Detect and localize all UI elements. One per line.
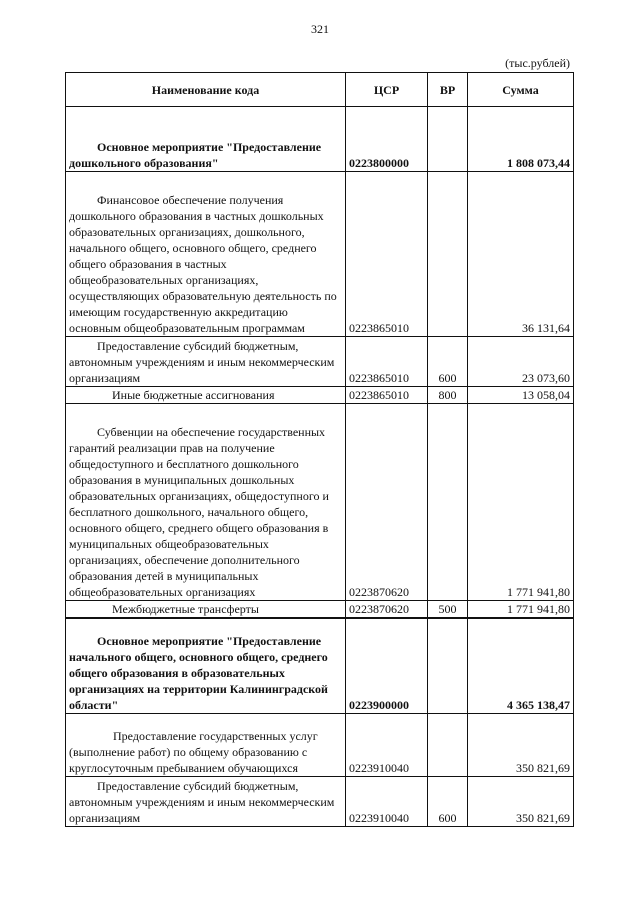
budget-table: [65, 72, 574, 827]
row-sum: 350 821,69: [468, 777, 574, 827]
table-row: [66, 404, 574, 601]
header-sum: Сумма: [468, 73, 574, 107]
header-csr: ЦСР: [346, 73, 428, 107]
row-name: Межбюджетные трансферты: [66, 601, 346, 619]
row-name: Финансовое обеспечение получения дошкольного образования в частных дошкольных образовательных организациях, дошкольного, начального общего, основного общего, среднего общего образования в частных общеобразовательных организациях, осуществляющих образовательную деятельность по имеющим государственную аккредитацию основным общеобразовательным программам: [66, 172, 346, 337]
header-vr: ВР: [428, 73, 468, 107]
units-label: (тыс.рублей): [505, 56, 570, 70]
row-name: Основное мероприятие "Предоставление начального общего, основного общего, среднего общего образования в образовательных организациях на территории Калининградской области": [66, 618, 346, 714]
row-sum: 1 771 941,80: [468, 601, 574, 619]
row-csr: 0223800000: [346, 107, 428, 172]
row-vr: 600: [428, 777, 468, 827]
row-vr: 500: [428, 601, 468, 619]
row-sum: 36 131,64: [468, 172, 574, 337]
row-sum: 4 365 138,47: [468, 618, 574, 714]
row-name: Субвенции на обеспечение государственных гарантий реализации прав на получение общедоступного и бесплатного дошкольного образования в муниципальных дошкольных образовательных организациях, общедоступного и бесплатного дошкольного, начального общего, основного общего, среднего общего образования в муниципальных общеобразовательных организациях, обеспечение дополнительного образования детей в муниципальных общеобразовательных организациях: [66, 404, 346, 601]
table-row: [66, 601, 574, 619]
row-name: Предоставление субсидий бюджетным, автономным учреждениям и иным некоммерческим организациям: [66, 777, 346, 827]
row-csr: 0223865010: [346, 387, 428, 404]
row-vr: [428, 404, 468, 601]
row-vr: [428, 172, 468, 337]
row-csr: 0223910040: [346, 777, 428, 827]
row-sum: 1 808 073,44: [468, 107, 574, 172]
row-vr: [428, 107, 468, 172]
row-sum: 13 058,04: [468, 387, 574, 404]
header-name: Наименование кода: [66, 73, 346, 107]
row-vr: [428, 714, 468, 777]
table-row: [66, 172, 574, 337]
row-vr: 600: [428, 337, 468, 387]
row-sum: 23 073,60: [468, 337, 574, 387]
table-row: [66, 618, 574, 714]
row-csr: 0223870620: [346, 601, 428, 619]
row-csr: 0223870620: [346, 404, 428, 601]
row-name: Предоставление субсидий бюджетным, автономным учреждениям и иным некоммерческим организациям: [66, 337, 346, 387]
row-csr: 0223900000: [346, 618, 428, 714]
row-name: Основное мероприятие "Предоставление дошкольного образования": [66, 107, 346, 172]
row-csr: 0223910040: [346, 714, 428, 777]
table-row: [66, 777, 574, 827]
row-vr: 800: [428, 387, 468, 404]
row-sum: 1 771 941,80: [468, 404, 574, 601]
row-csr: 0223865010: [346, 337, 428, 387]
page-number: 321: [311, 22, 329, 36]
row-name: Предоставление государственных услуг (выполнение работ) по общему образованию с круглосуточным пребыванием обучающихся: [66, 714, 346, 777]
table-row: [66, 714, 574, 777]
table-row: [66, 107, 574, 172]
row-sum: 350 821,69: [468, 714, 574, 777]
table-header-row: [66, 73, 574, 107]
row-name: Иные бюджетные ассигнования: [66, 387, 346, 404]
table-row: [66, 337, 574, 387]
row-csr: 0223865010: [346, 172, 428, 337]
row-vr: [428, 618, 468, 714]
table-row: [66, 387, 574, 404]
